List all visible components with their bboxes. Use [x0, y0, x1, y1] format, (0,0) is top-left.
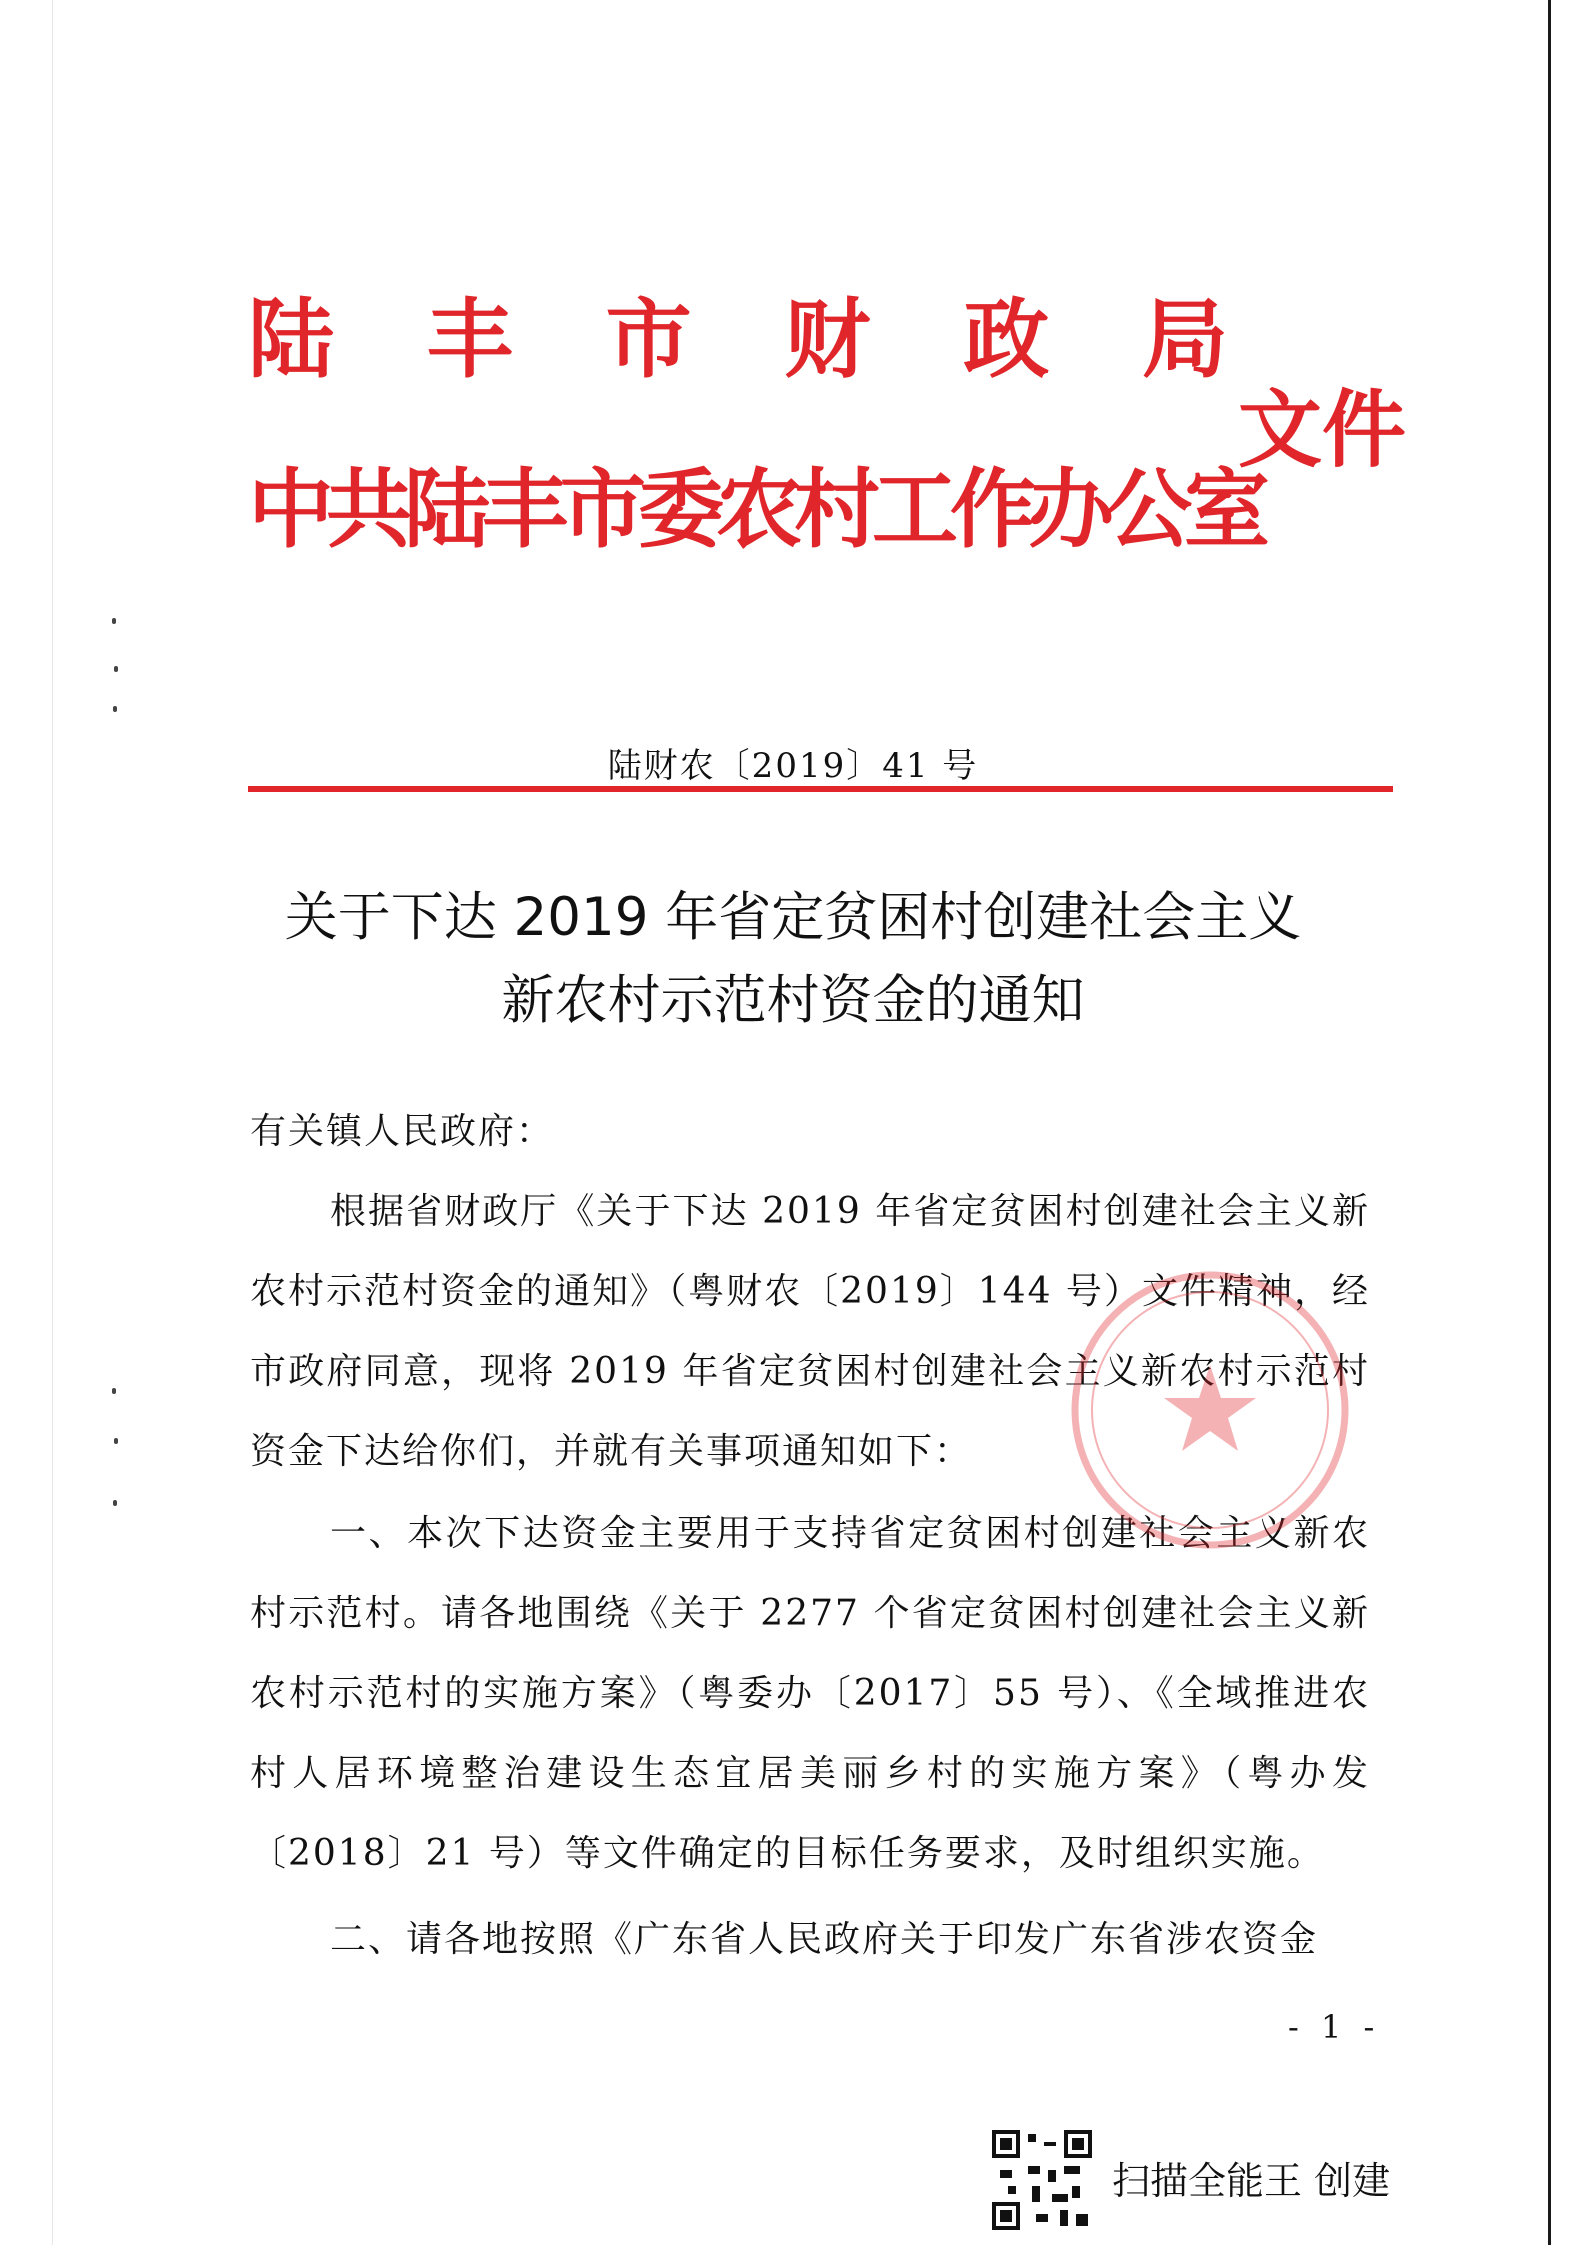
qr-code: [992, 2130, 1092, 2230]
binding-mark: [112, 1388, 116, 1394]
body-paragraph-1: 根据省财政厅《关于下达 2019 年省定贫困村创建社会主义新农村示范村资金的通知》（粤财农〔2019〕144 号）文件精神，经市政府同意，现将 2019 年省定贫困村创建社会主义新农村示范村资金下达给你们，并就有关事项通知如下：: [250, 1191, 1370, 1472]
binding-mark: [114, 1438, 118, 1444]
official-seal-stamp: [1060, 1260, 1360, 1560]
body-paragraph-2: 一、本次下达资金主要用于支持省定贫困村创建社会主义新农村示范村。请各地围绕《关于 2277 个省定贫困村创建社会主义新农村示范村的实施方案》（粤委办〔2017〕55 号）、《全域推进农村人居环境整治建设生态宜居美丽乡村的实施方案》（粤办发〔2018〕21 号）等文件确定的目标任务要求，及时组织实施。: [250, 1513, 1370, 1874]
binding-mark: [114, 666, 118, 672]
agency-char: 陆: [248, 290, 334, 390]
page-left-edge: [52, 0, 53, 2245]
body-paragraph-3: 二、请各地按照《广东省人民政府关于印发广东省涉农资金: [330, 1919, 1319, 1960]
agency-char: 局: [1141, 290, 1228, 390]
binding-mark: [113, 706, 117, 712]
agency-char: 政: [963, 290, 1050, 390]
agency-char: 丰: [426, 290, 513, 390]
binding-mark: [113, 1500, 117, 1506]
document-suffix: 文件: [1238, 381, 1407, 479]
header-red-rule: [248, 786, 1393, 792]
binding-mark: [112, 618, 116, 624]
agency-char: 市: [605, 290, 692, 390]
document-title-line1: 关于下达 2019 年省定贫困村创建社会主义: [284, 887, 1302, 948]
salutation: 有关镇人民政府：: [250, 1111, 555, 1152]
page-right-edge: [1548, 0, 1551, 2245]
agency-char: 财: [784, 290, 871, 390]
document-number: 陆财农〔2019〕41 号: [607, 746, 979, 786]
page-number: - 1 -: [1288, 2008, 1381, 2046]
issuing-agency-finance-bureau: [248, 290, 1228, 390]
document-title-line2: 新农村示范村资金的通知: [501, 970, 1085, 1031]
scanner-watermark: 扫描全能王 创建: [1112, 2159, 1391, 2203]
issuing-agency-rural-office: 中共陆丰市委农村工作办公室: [248, 460, 1262, 560]
